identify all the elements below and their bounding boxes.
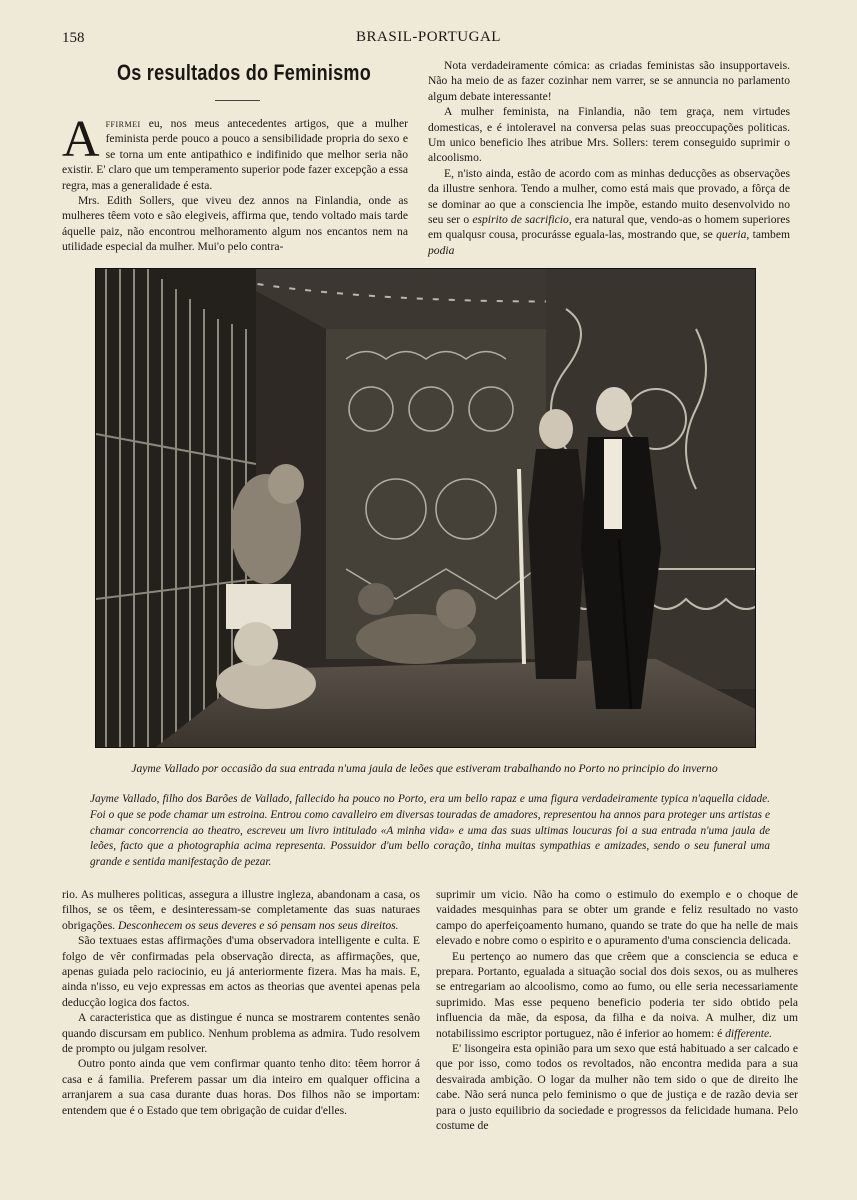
paragraph-text: E, n'isto ainda, estão de acordo com as minhas deducções as observações da illustre senhora. Tendo a mulher, como está mais que provado, a fôrça de se dominar ao que a consciencia lhe impõe, estando muito desenvolvido no seu ser o <box>428 166 790 227</box>
column-left-top <box>62 111 408 255</box>
emphasis: differente. <box>725 1026 773 1040</box>
paragraph: Mrs. Edith Sollers, que viveu dez annos na Finlandia, onde as mulheres têem voto e são elegiveis, affirma que, tendo voltado mais tarde áquelle paiz, não encontrou melhoramento algum nos encantos nem na utilidade especial da mulher. Mui'o pelo contra- <box>62 194 408 254</box>
paragraph: suprimir um vicio. Não ha como o estimulo do exemplo e o choque de vaidades mesquinhas para se obter um grande e feliz resultado no vasto campo do aperfeiçoamento humano, quando se trate do que ha nelle de mais elevado e nobre como o espirito e o apuramento d'uma consciencia delicada. <box>436 888 798 948</box>
paragraph: São textuaes estas affirmações d'uma observadora intelligente e culta. E folgo de vêr confirmadas pela observação directa, as affirmações, que, apenas guiada pelo raciocinio, eu já anteriormente fizera. Mas ha mais. E, ainda n'isso, eu vejo expressas em actos as theorias que aventei apenas pela deducção logica dos factos. <box>62 934 420 1009</box>
photo-illustration <box>96 269 755 747</box>
page-number: 158 <box>62 30 85 46</box>
column-right-top <box>428 58 790 258</box>
paragraph <box>428 166 790 258</box>
paragraph <box>62 111 408 193</box>
title-divider <box>215 100 260 101</box>
drop-cap: A <box>62 111 100 168</box>
paragraph-text: rio. As mulheres politicas, assegura a illustre ingleza, abandonam a casa, os filhos, se os têem, e desinteressam-se completamente das suas naturaes obrigações. <box>62 888 420 932</box>
lead-word: ffirmei <box>105 117 141 130</box>
emphasis: Desconhecem os seus deveres e só pensam nos seus direitos. <box>118 918 399 932</box>
paragraph: A caracteristica que as distingue é nunca se mostrarem contentes senão quando discursam em publico. Nenhum problema as admira. Tudo resolvem de prompto ou julgam resolver. <box>62 1011 420 1056</box>
photo-caption: Jayme Vallado por occasião da sua entrada n'uma jaula de leões que estiveram trabalhando no Porto no principio do inverno <box>131 762 718 775</box>
column-right-bottom <box>436 887 798 1134</box>
paragraph: E' lisongeira esta opinião para um sexo que está habituado a ser calcado e que por isso, como todos os revoltados, não encontra medida para a sua desvairada ambição. O logar da mulher não tem sido o que de direito lhe cabe. Não será nunca pelo feminismo o que de justiça e de razão devia ser para o justo equilibrio da sociedade e progressos da felicidade humana. Pelo costume de <box>436 1042 798 1133</box>
paragraph-text: era natural que, vendo-as o homem superiores em qualqusr cousa, procurásse eguala-las, mostrando que, se <box>428 213 791 242</box>
column-left-bottom <box>62 887 420 1118</box>
emphasis: queria, <box>716 228 750 242</box>
paragraph <box>62 887 420 933</box>
emphasis: podia <box>428 243 455 257</box>
paragraph-text: tambem <box>749 228 791 242</box>
article-title: Os resultados do Feminismo <box>116 60 371 85</box>
paragraph-text: Eu pertenço ao numero das que crêem que a consciencia se educa e prepara. Portanto, egualada a situação social dos dois sexos, ou as mulheres se entregariam ao alcoolismo, como ao fumo, ou elle seria necessariamente suprimido. Mas esse pequeno beneficio poderia ter sido obtido pela influencia da mãe, da esposa, da filha e da noiva. A mulher, diz um notabilissimo escriptor portuguez, não é inferior ao homem: é <box>436 949 798 1040</box>
photo-note: Jayme Vallado, filho dos Barões de Vallado, fallecido ha pouco no Porto, era um bello rapaz e uma figura verdadeiramente typica n'aquella cidade. Foi o que se pode chamar um estroina. Entrou como cavalleiro em diversas touradas de amadores, representou ha annos para proteger uns artistas e chamar concorrencia ao theatro, escreveu um livro intitulado «A minha vida» e uma das suas ultimas loucuras foi a sua entrada n'uma jaula de leões, facto que a photographia acima representa. Possuidor d'um bello coração, tinha muitas sympathias e amizades, sendo o seu funeral uma grande e sentida manifestação de pezar. <box>90 793 770 869</box>
paragraph: A mulher feminista, na Finlandia, não tem graça, nem virtudes domesticas, e é intoleravel na conversa pelas suas preoccupações politicas. Um unico beneficio lhes atribue Mrs. Sollers: terem conseguido suprimir o alcoolismo. <box>428 105 790 165</box>
paragraph: Outro ponto ainda que vem confirmar quanto tenho dito: têem horror á casa e á familia. Preferem passar um dia inteiro em qualquer officina a arranjarem a sua casa durante duas horas. Dos filhos não se importam: entendem que é o Estado que tem obrigação de cuidar d'elles. <box>62 1057 420 1117</box>
paragraph <box>436 949 798 1041</box>
running-head: BRASIL-PORTUGAL <box>356 29 501 45</box>
emphasis: espirito de sacrificio, <box>472 213 572 227</box>
paragraph-text: eu, nos meus antecedentes artigos, que a mulher feminista perde pouco a pouco a sensibilidade propria do sexo e se torna um ente antipathico e indifinido que melhor seria não existir. E' claro que um temperamento superior pode fazer excepção a essa regra, mas a generalidade é esta. <box>62 117 408 192</box>
paragraph: Nota verdadeiramente cómica: as criadas feministas são insupportaveis. Não ha meio de as fazer cozinhar nem varrer, se se annuncia no parlamento algum debate interessante! <box>428 59 790 103</box>
photograph-lion-cage <box>95 268 756 748</box>
